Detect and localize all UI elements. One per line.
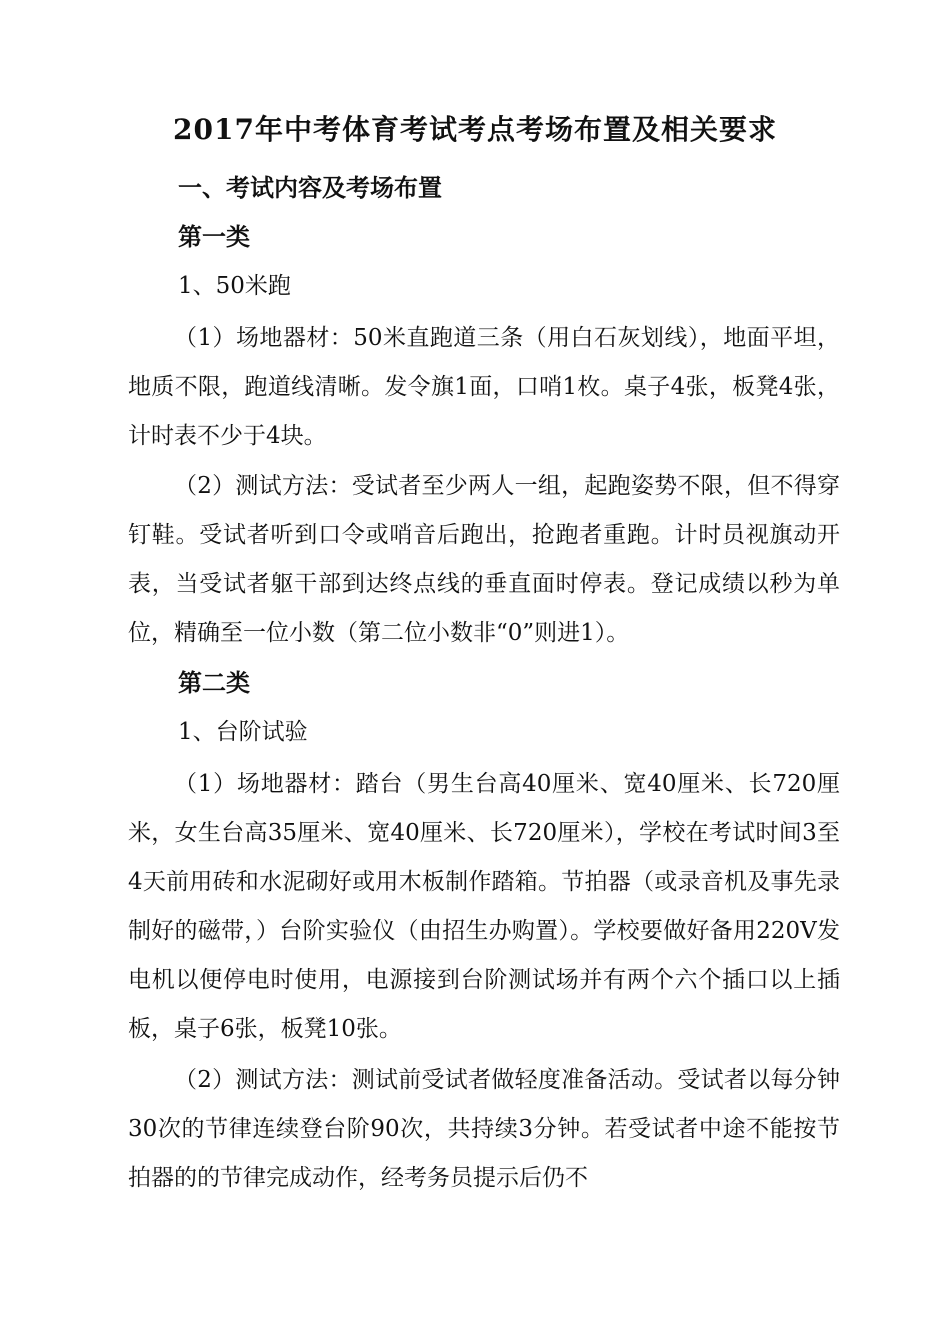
category-1-method-paragraph: （2）测试方法：受试者至少两人一组，起跑姿势不限，但不得穿钉鞋。受试者听到口令或哨音后跑出，抢跑者重跑。计时员视旗动开表，当受试者躯干部到达终点线的垂直面时停表。登记成绩以秒为单位，精确至一位小数（第二位小数非“0”则进1）。	[128, 473, 840, 646]
category-2-equipment-paragraph: （1）场地器材：踏台（男生台高40厘米、宽40厘米、长720厘米，女生台高35厘米、宽40厘米、长720厘米），学校在考试时间3至4天前用砖和水泥砌好或用木板制作踏箱。节拍器（或录音机及事先录制好的磁带，）台阶实验仪（由招生办购置）。学校要做好备用220V发电机以便停电时使用，电源接到台阶测试场并有两个六个插口以上插板，桌子6张，板凳10张。	[128, 771, 840, 1042]
category-2-method-paragraph: （2）测试方法：测试前受试者做轻度准备活动。受试者以每分钟30次的节律连续登台阶90次，共持续3分钟。若受试者中途不能按节拍器的的节律完成动作，经考务员提示后仍不	[128, 1067, 840, 1191]
category-1-item-title: 1、50米跑	[178, 273, 291, 299]
category-2-heading: 第二类	[178, 668, 250, 697]
document-title: 2017年中考体育考试考点考场布置及相关要求	[173, 113, 777, 146]
category-1-heading: 第一类	[178, 222, 250, 251]
section-heading: 一、考试内容及考场布置	[178, 173, 442, 202]
category-2-item-title: 1、台阶试验	[178, 719, 308, 745]
category-1-equipment-paragraph: （1）场地器材：50米直跑道三条（用白石灰划线），地面平坦，地质不限，跑道线清晰。发令旗1面，口哨1枚。桌子4张，板凳4张，计时表不少于4块。	[128, 325, 840, 449]
